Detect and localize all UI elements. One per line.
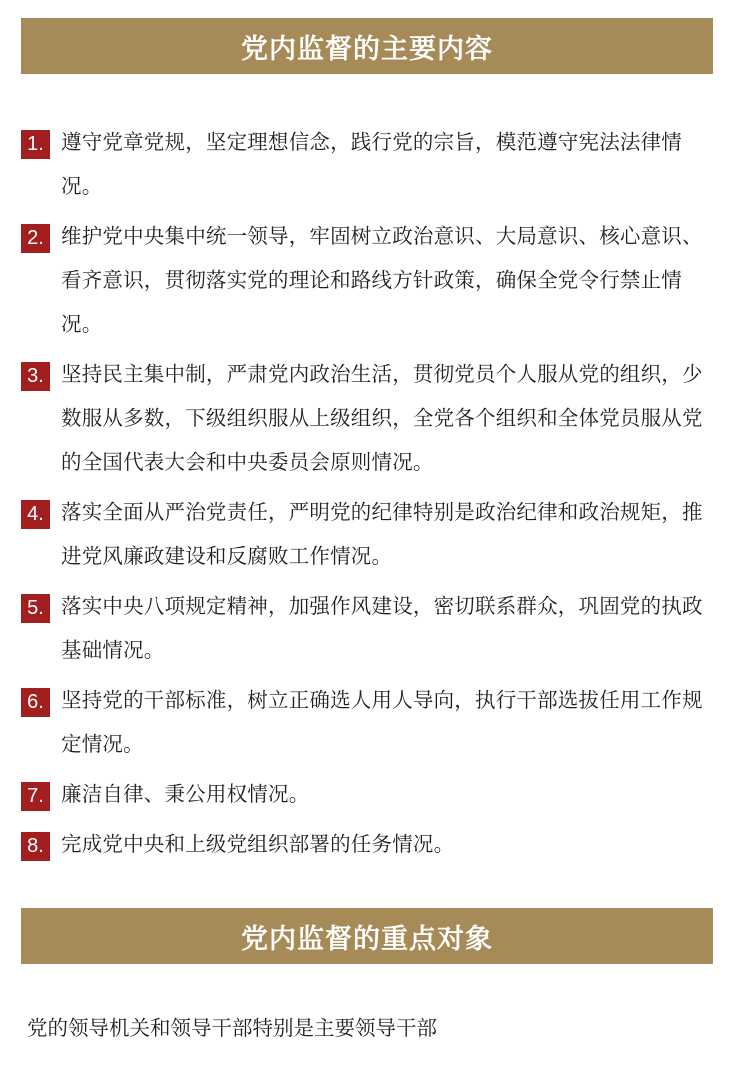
item-number-badge: 4. <box>21 500 50 529</box>
section-title-main-content <box>21 18 713 74</box>
item-text: 廉洁自律、秉公用权情况。 <box>61 782 310 806</box>
list-item <box>21 678 721 766</box>
item-number-badge: 5. <box>21 594 50 623</box>
item-number-badge: 2. <box>21 224 50 253</box>
list-item <box>21 120 721 208</box>
item-text: 完成党中央和上级党组织部署的任务情况。 <box>61 832 455 856</box>
list-item <box>21 214 721 346</box>
item-text: 遵守党章党规，坚定理想信念，践行党的宗旨，模范遵守宪法法律情况。 <box>61 130 682 198</box>
main-content-list <box>21 120 721 872</box>
item-number-badge: 7. <box>21 782 50 811</box>
item-number-badge: 6. <box>21 688 50 717</box>
section-title-text: 党内监督的主要内容 <box>241 33 493 65</box>
item-number-badge: 1. <box>21 130 50 159</box>
item-text: 落实中央八项规定精神，加强作风建设，密切联系群众，巩固党的执政基础情况。 <box>61 594 703 662</box>
list-item <box>21 352 721 484</box>
item-text: 维护党中央集中统一领导，牢固树立政治意识、大局意识、核心意识、看齐意识，贯彻落实党的理论和路线方针政策，确保全党令行禁止情况。 <box>61 224 703 336</box>
item-text: 坚持民主集中制，严肃党内政治生活，贯彻党员个人服从党的组织，少数服从多数，下级组织服从上级组织，全党各个组织和全体党员服从党的全国代表大会和中央委员会原则情况。 <box>61 362 703 474</box>
item-number-badge: 8. <box>21 832 50 861</box>
list-item <box>21 822 721 866</box>
list-item <box>21 772 721 816</box>
key-targets-text: 党的领导机关和领导干部特别是主要领导干部 <box>27 1016 437 1040</box>
list-item <box>21 584 721 672</box>
item-text: 落实全面从严治党责任，严明党的纪律特别是政治纪律和政治规矩，推进党风廉政建设和反腐败工作情况。 <box>61 500 703 568</box>
section-title-key-targets <box>21 908 713 964</box>
item-text: 坚持党的干部标准，树立正确选人用人导向，执行干部选拔任用工作规定情况。 <box>61 688 703 756</box>
section-title-text: 党内监督的重点对象 <box>241 923 493 955</box>
list-item <box>21 490 721 578</box>
item-number-badge: 3. <box>21 362 50 391</box>
